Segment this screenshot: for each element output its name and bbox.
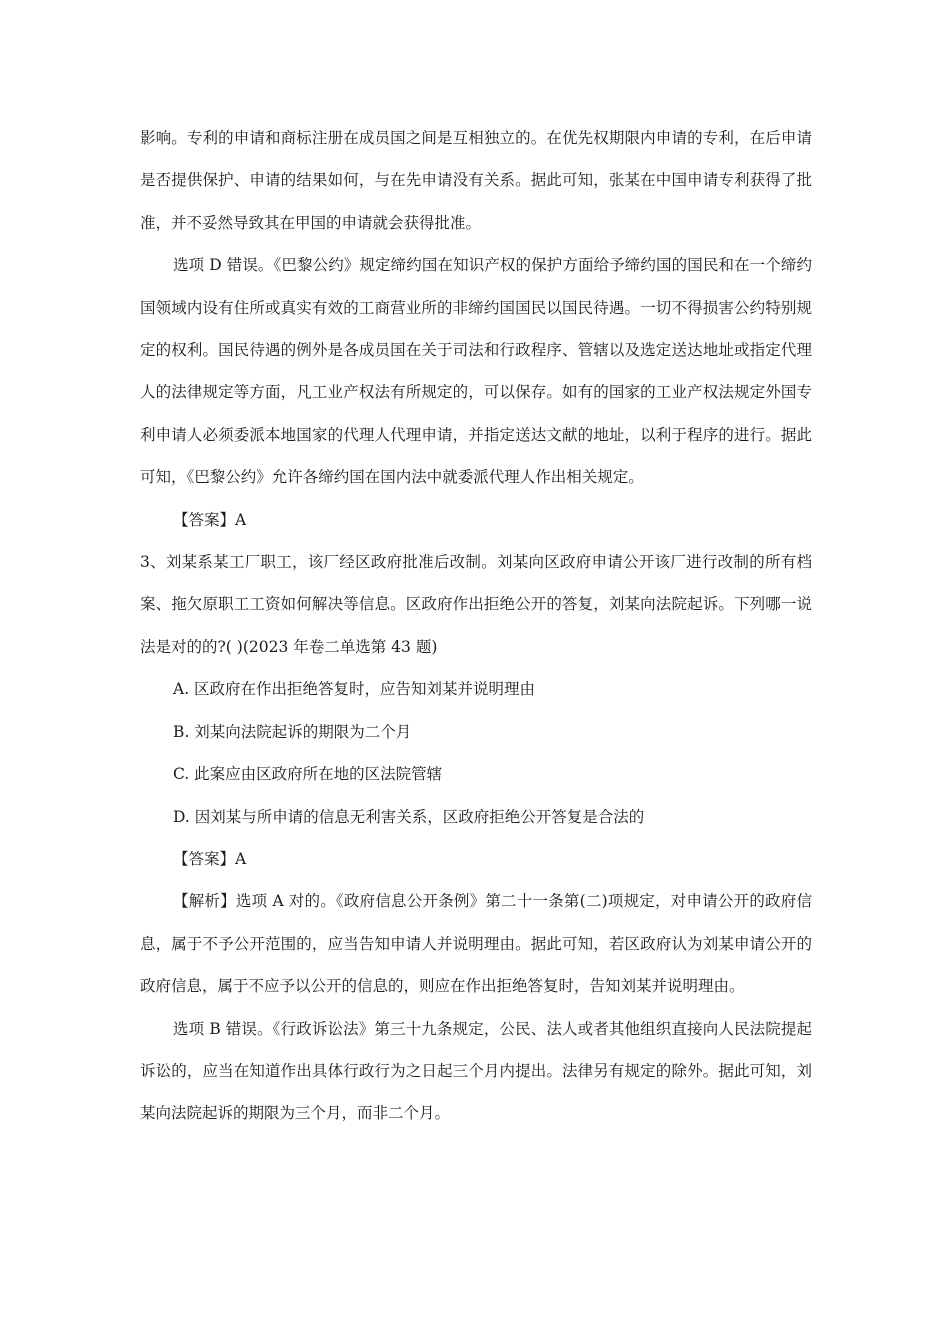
question-3-option-c: C. 此案应由区政府所在地的区法院管辖 <box>173 765 443 784</box>
question-3-option-b: B. 刘某向法院起诉的期限为二个月 <box>173 722 412 741</box>
paragraph-option-d-analysis: 选项 D 错误。《巴黎公约》规定缔约国在知识产权的保护方面给予缔约国的国民和在一个缔约国领域内设有住所或真实有效的工商营业所的非缔约国国民以国民待遇。一切不得损害公约特别规定的权利。国民待遇的例外是各成员国在关于司法和行政程序、管辖以及选定送达地址或指定代理人的法律规定等方面，凡工业产权法有所规定的，可以保存。如有的国家的工业产权法规定外国专利申请人必须委派本地国家的代理人代理申请，并指定送达文献的地址，以利于程序的进行。据此可知，《巴黎公约》允许各缔约国在国内法中就委派代理人作出相关规定。 <box>140 256 812 487</box>
question-3-stem: 3、刘某系某工厂职工，该厂经区政府批准后改制。刘某向区政府申请公开该厂进行改制的所有档案、拖欠原职工工资如何解决等信息。区政府作出拒绝公开的答复，刘某向法院起诉。下列哪一说法是对的的?( )(2023 年卷二单选第 43 题) <box>140 553 812 656</box>
question-3-analysis-a: 【解析】选项 A 对的。《政府信息公开条例》第二十一条第(二)项规定，对申请公开的政府信息，属于不予公开范围的，应当告知申请人并说明理由。据此可知，若区政府认为刘某申请公开的政府信息，属于不应予以公开的信息的，则应在作出拒绝答复时，告知刘某并说明理由。 <box>140 892 812 996</box>
paragraph-patent-independence: 影响。专利的申请和商标注册在成员国之间是互相独立的。在优先权期限内申请的专利，在后申请是否提供保护、申请的结果如何，与在先申请没有关系。据此可知，张某在中国申请专利获得了批准，并不妥然导致其在甲国的申请就会获得批准。 <box>140 129 812 232</box>
answer-line: 【答案】A <box>173 510 247 529</box>
document-body <box>140 117 812 1135</box>
question-3-option-a: A. 区政府在作出拒绝答复时，应告知刘某并说明理由 <box>173 680 536 699</box>
question-3-analysis-b: 选项 B 错误。《行政诉讼法》第三十九条规定，公民、法人或者其他组织直接向人民法院提起诉讼的，应当在知道作出具体行政行为之日起三个月内提出。法律另有规定的除外。据此可知，刘某向法院起诉的期限为三个月，而非二个月。 <box>140 1019 812 1123</box>
question-3-option-d: D. 因刘某与所申请的信息无利害关系，区政府拒绝公开答复是合法的 <box>173 807 645 826</box>
question-3-answer: 【答案】A <box>173 849 247 868</box>
